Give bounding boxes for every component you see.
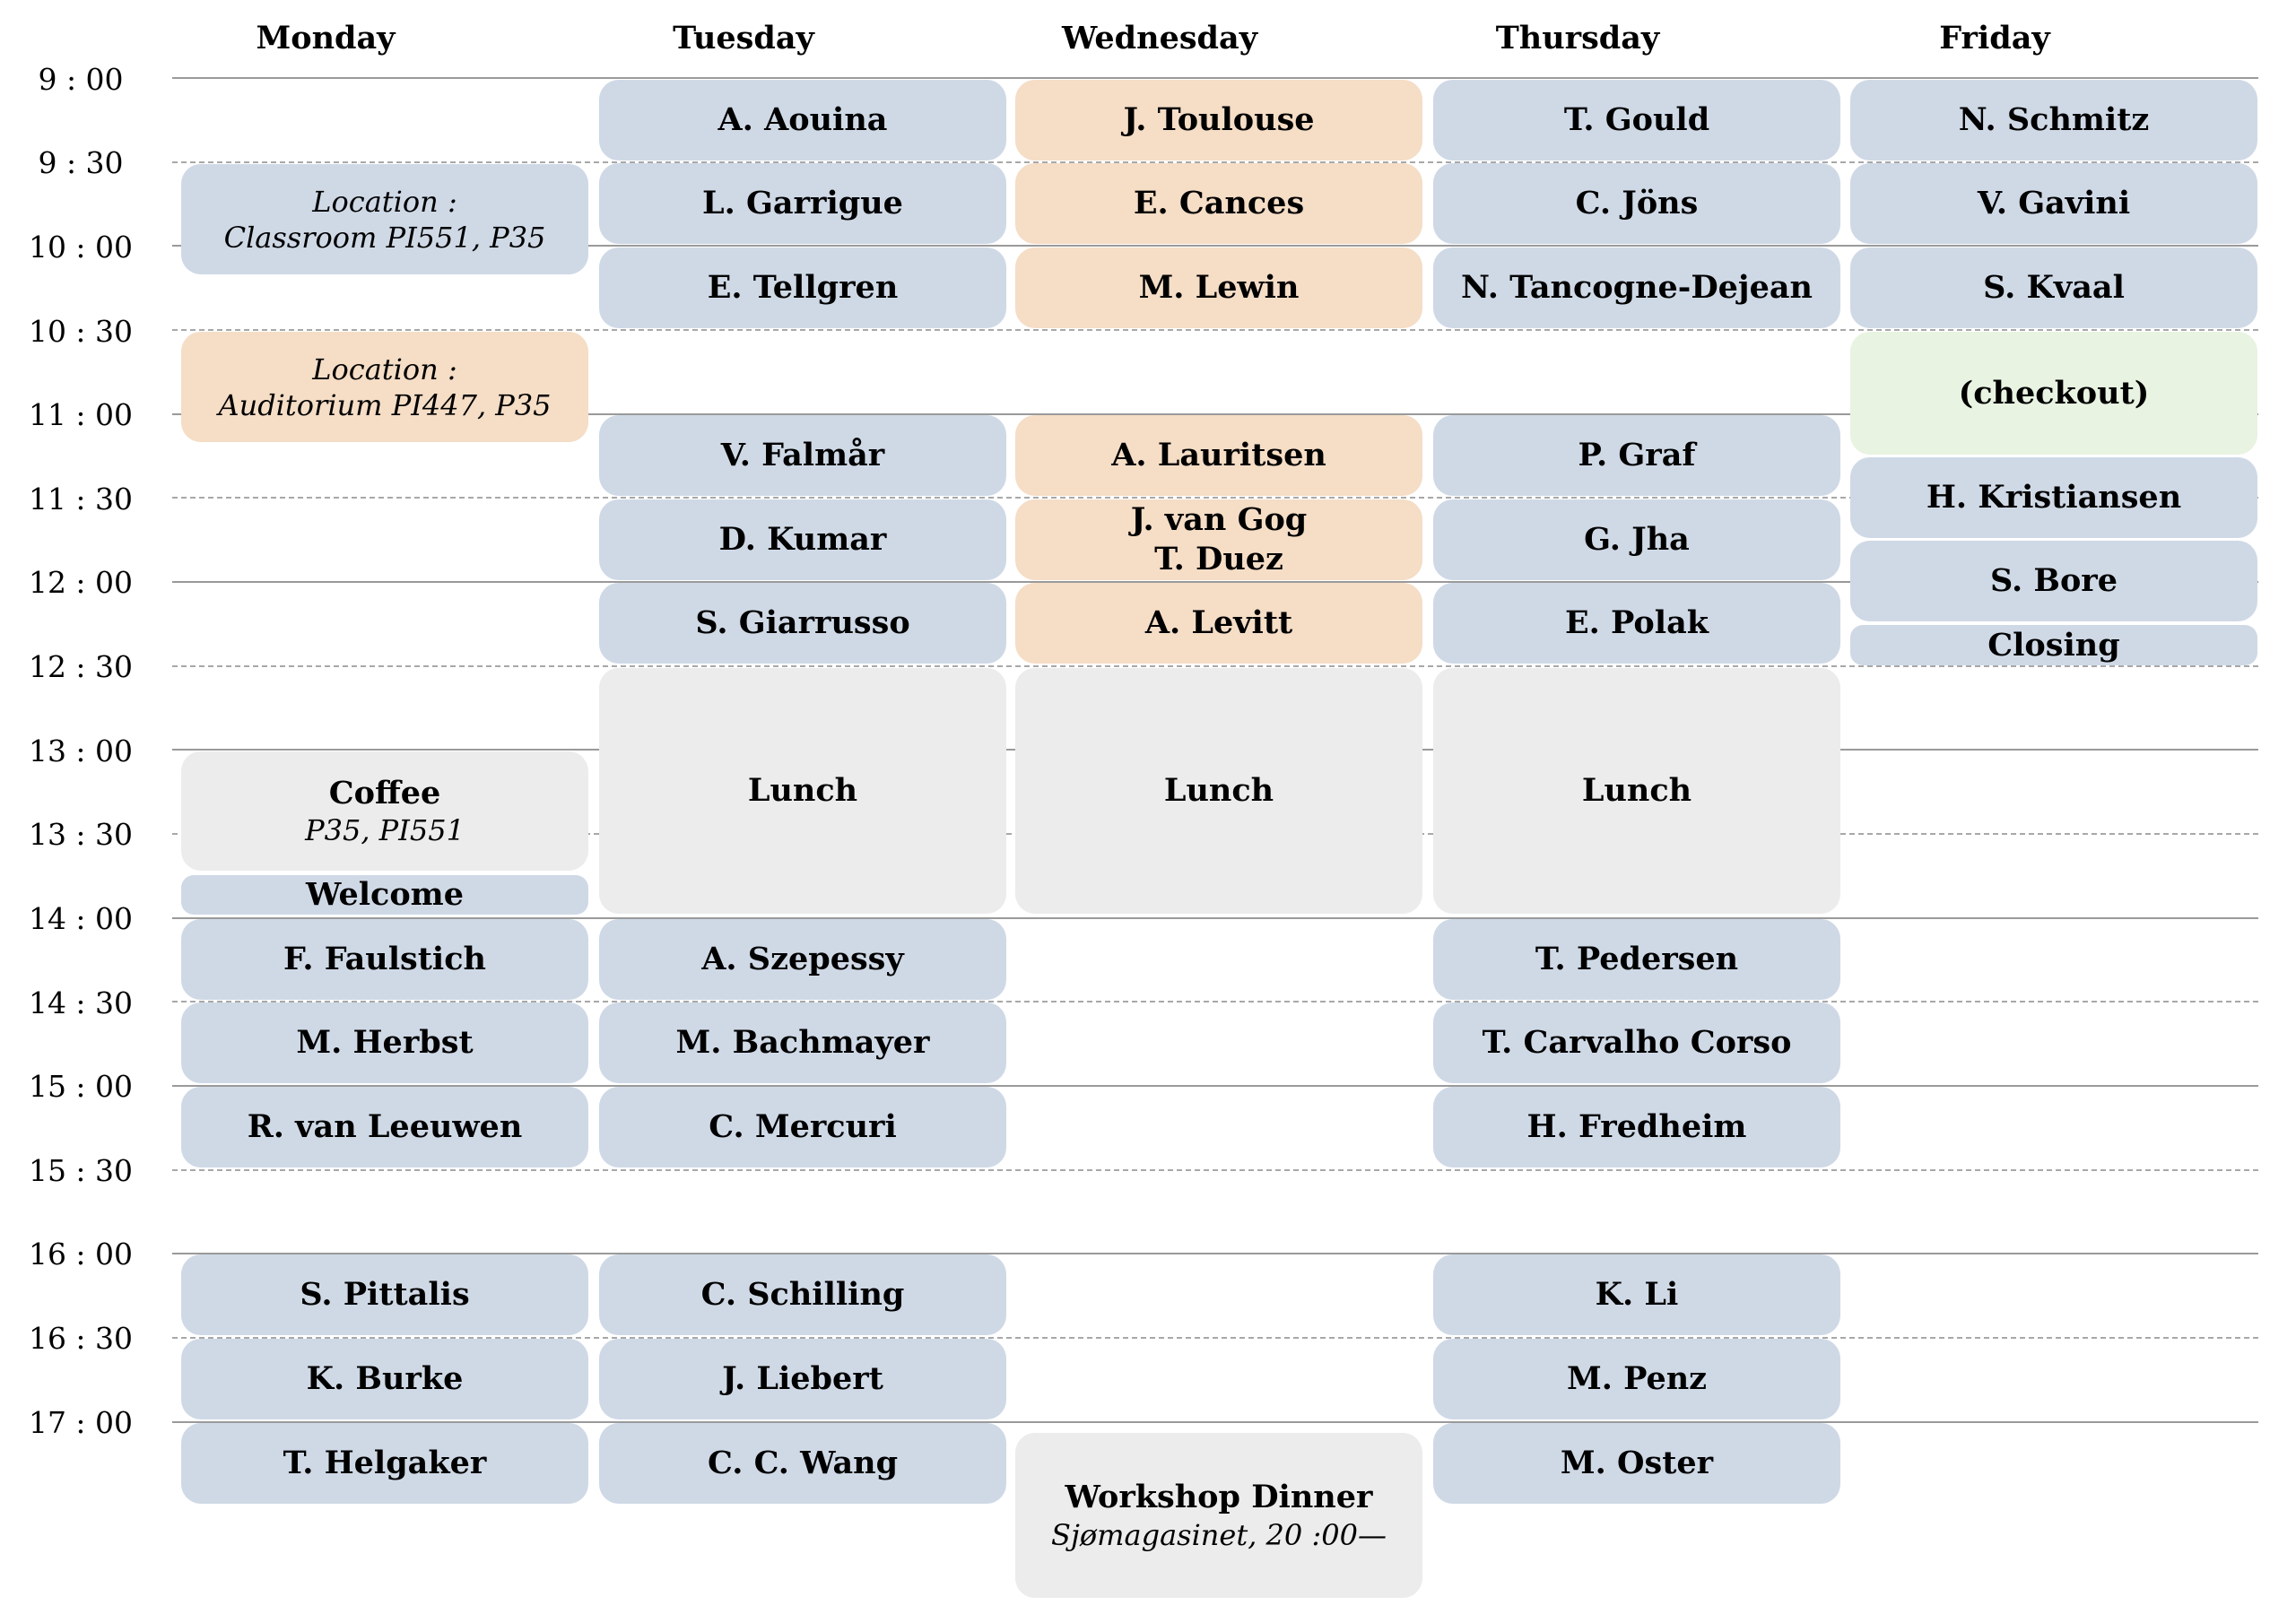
tuesday-lunch [599, 668, 1006, 914]
speaker-name: M. Oster [1560, 1445, 1714, 1482]
speaker-name: S. Bore [1989, 562, 2118, 600]
time-label-1000: 10 : 00 [28, 230, 134, 265]
event-title: Lunch [1163, 772, 1274, 810]
speaker-name: A. Lauritsen [1111, 437, 1326, 474]
speaker-name: K. Li [1595, 1276, 1679, 1314]
time-label-1700: 17 : 00 [28, 1405, 134, 1440]
speaker-name: D. Kumar [718, 521, 887, 559]
speaker-name: M. Herbst [296, 1024, 474, 1062]
time-label-1230: 12 : 30 [28, 649, 134, 684]
friday-checkout [1850, 332, 2257, 455]
tuesday-talk-bachmayer [599, 1002, 1006, 1083]
tuesday-talk-mercuri [599, 1087, 1006, 1167]
speaker-name: H. Kristiansen [1926, 479, 2182, 516]
tuesday-talk-schilling [599, 1254, 1006, 1335]
thursday-talk-tancogne-dejean [1433, 247, 1840, 328]
speaker-name: J. Liebert [722, 1360, 883, 1398]
friday-talk-kristiansen [1850, 457, 2257, 538]
thursday-talk-li [1433, 1254, 1840, 1335]
thursday-talk-oster [1433, 1423, 1840, 1504]
grid-line-1030 [172, 329, 2258, 331]
friday-talk-schmitz [1850, 80, 2257, 161]
wednesday-talk-toulouse [1015, 80, 1422, 161]
speaker-name: C. Jöns [1575, 185, 1699, 222]
tuesday-talk-tellgren [599, 247, 1006, 328]
speaker-name: F. Faulstich [283, 941, 486, 978]
speaker-name: K. Burke [306, 1360, 464, 1398]
speaker-name: G. Jha [1584, 521, 1690, 559]
speaker-name: J. Toulouse [1123, 101, 1315, 139]
speaker-name: V. Gavini [1977, 185, 2131, 222]
time-label-1530: 15 : 30 [28, 1153, 134, 1188]
time-label-1330: 13 : 30 [28, 817, 134, 852]
thursday-talk-jha [1433, 499, 1840, 580]
thursday-lunch [1433, 668, 1840, 914]
time-label-1400: 14 : 00 [28, 901, 134, 936]
monday-talk-helgaker [181, 1423, 588, 1504]
monday-talk-van-leeuwen [181, 1087, 588, 1167]
speaker-name: T. Pedersen [1535, 941, 1739, 978]
thursday-talk-carvalho-corso [1433, 1002, 1840, 1083]
thursday-talk-gould [1433, 80, 1840, 161]
event-location: Sjømagasinet, 20 :00— [1051, 1517, 1387, 1552]
speaker-name: E. Polak [1565, 604, 1709, 642]
location-label: Location : [312, 184, 457, 219]
speaker-name: A. Szepessy [701, 941, 904, 978]
tuesday-talk-garrigue [599, 163, 1006, 244]
monday-coffee [181, 751, 588, 871]
monday-location-classroom [181, 164, 588, 274]
tuesday-talk-aouina [599, 80, 1006, 161]
grid-line-1530 [172, 1169, 2258, 1171]
time-label-1030: 10 : 30 [28, 314, 134, 349]
tuesday-talk-kumar [599, 499, 1006, 580]
thursday-talk-pedersen [1433, 919, 1840, 1000]
location-room: Classroom PI551, P35 [223, 220, 546, 255]
event-title: Workshop Dinner [1065, 1479, 1373, 1516]
event-location: P35, PI551 [305, 813, 465, 848]
tuesday-talk-wang [599, 1423, 1006, 1504]
time-label-0900: 9 : 00 [38, 62, 124, 97]
monday-talk-burke [181, 1339, 588, 1419]
thursday-talk-penz [1433, 1339, 1840, 1419]
speaker-name: T. Carvalho Corso [1482, 1024, 1792, 1062]
speaker-name: N. Schmitz [1958, 101, 2150, 139]
monday-talk-pittalis [181, 1254, 588, 1335]
time-label-1600: 16 : 00 [28, 1237, 134, 1271]
monday-welcome [181, 875, 588, 915]
speaker-name: J. van Gog [1130, 501, 1308, 539]
event-title: (checkout) [1958, 374, 2150, 412]
time-label-1100: 11 : 00 [28, 397, 134, 432]
day-header-thursday: Thursday [1495, 20, 1660, 56]
speaker-name: L. Garrigue [702, 185, 903, 222]
wednesday-talk-lewin [1015, 247, 1422, 328]
speaker-name: M. Bachmayer [675, 1024, 930, 1062]
event-title: Lunch [747, 772, 858, 810]
monday-talk-herbst [181, 1002, 588, 1083]
tuesday-talk-giarrusso [599, 583, 1006, 664]
speaker-name: R. van Leeuwen [247, 1108, 523, 1146]
wednesday-talk-cances [1015, 163, 1422, 244]
speaker-name: T. Helgaker [283, 1445, 487, 1482]
grid-line-0900 [172, 77, 2258, 79]
speaker-name: N. Tancogne-Dejean [1461, 269, 1813, 307]
speaker-name: S. Giarrusso [695, 604, 910, 642]
time-label-1630: 16 : 30 [28, 1321, 134, 1356]
time-label-1300: 13 : 00 [28, 733, 134, 768]
friday-talk-kvaal [1850, 247, 2257, 328]
day-header-friday: Friday [1939, 20, 2050, 56]
wednesday-lunch [1015, 668, 1422, 914]
wednesday-workshop-dinner [1015, 1433, 1422, 1598]
speaker-name: C. Schilling [700, 1276, 905, 1314]
tuesday-talk-falmar [599, 415, 1006, 496]
time-label-1130: 11 : 30 [28, 482, 134, 516]
thursday-talk-fredheim [1433, 1087, 1840, 1167]
day-header-wednesday: Wednesday [1061, 20, 1258, 56]
speaker-name: E. Tellgren [707, 269, 899, 307]
wednesday-talk-van-gog-duez [1015, 499, 1422, 580]
speaker-name: C. C. Wang [707, 1445, 899, 1482]
day-header-tuesday: Tuesday [673, 20, 814, 56]
thursday-talk-graf [1433, 415, 1840, 496]
day-header-monday: Monday [256, 20, 396, 56]
speaker-name: A. Aouina [718, 101, 888, 139]
wednesday-talk-lauritsen [1015, 415, 1422, 496]
tuesday-talk-szepessy [599, 919, 1006, 1000]
monday-talk-faulstich [181, 919, 588, 1000]
event-title: Closing [1987, 626, 2120, 664]
event-title: Coffee [328, 774, 441, 812]
speaker-name: C. Mercuri [709, 1108, 897, 1146]
speaker-name: A. Levitt [1144, 604, 1293, 642]
friday-closing [1850, 625, 2257, 665]
tuesday-talk-liebert [599, 1339, 1006, 1419]
speaker-name: T. Gould [1563, 101, 1710, 139]
time-label-0930: 9 : 30 [38, 145, 124, 180]
time-label-1430: 14 : 30 [28, 985, 134, 1020]
friday-talk-gavini [1850, 163, 2257, 244]
friday-talk-bore [1850, 541, 2257, 621]
speaker-name: T. Duez [1154, 541, 1283, 577]
speaker-name: P. Graf [1578, 437, 1696, 474]
speaker-name: S. Pittalis [300, 1276, 470, 1314]
location-label: Location : [312, 352, 457, 386]
time-label-1500: 15 : 00 [28, 1069, 134, 1104]
speaker-name: M. Penz [1566, 1360, 1708, 1398]
event-title: Welcome [306, 876, 464, 914]
speaker-name: H. Fredheim [1526, 1108, 1747, 1146]
event-title: Lunch [1581, 772, 1692, 810]
thursday-talk-polak [1433, 583, 1840, 664]
time-label-1200: 12 : 00 [28, 565, 134, 600]
speaker-name: M. Lewin [1138, 269, 1300, 307]
location-room: Auditorium PI447, P35 [218, 387, 552, 422]
speaker-name: V. Falmår [720, 437, 885, 474]
speaker-name: S. Kvaal [1983, 269, 2125, 307]
monday-location-auditorium [181, 332, 588, 442]
speaker-name: E. Cances [1133, 185, 1305, 222]
wednesday-talk-levitt [1015, 583, 1422, 664]
thursday-talk-jons [1433, 163, 1840, 244]
grid-line-1230 [172, 665, 2258, 667]
